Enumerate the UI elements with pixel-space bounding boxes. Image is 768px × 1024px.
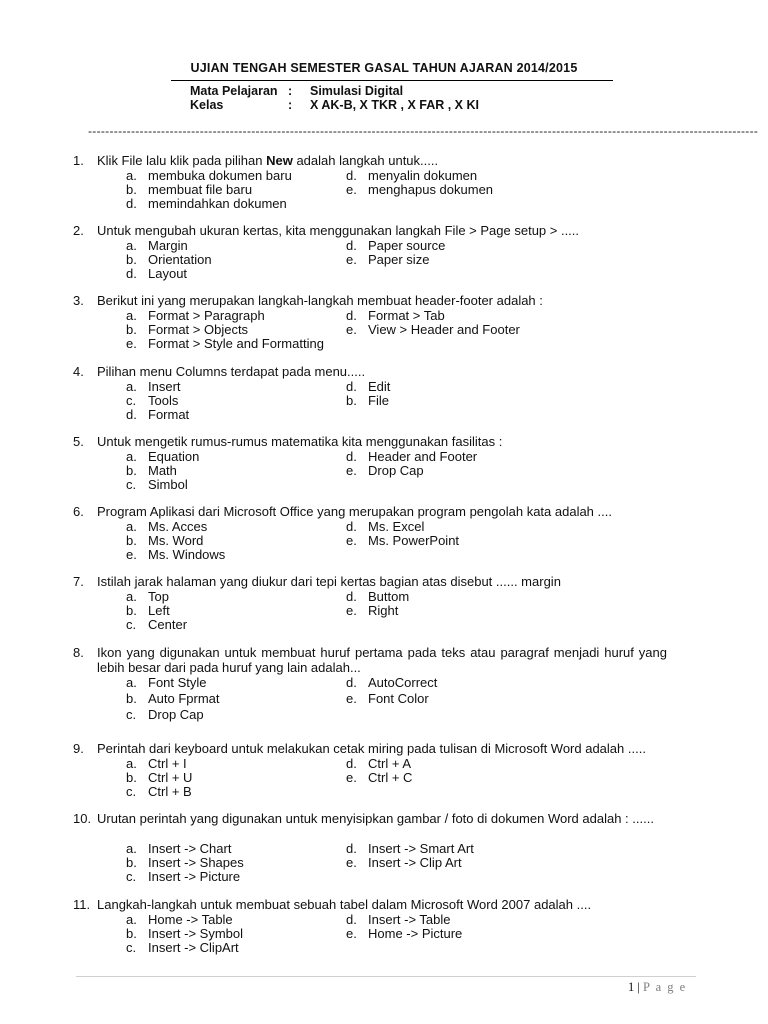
option-letter: e. (346, 322, 357, 337)
option-text: Format > Paragraph (148, 308, 265, 323)
subject-colon: : (288, 84, 293, 98)
option-text: Font Color (368, 691, 429, 706)
option-text: Ms. PowerPoint (368, 533, 460, 548)
option-letter: a. (126, 449, 137, 464)
class-value: X AK-B, X TKR , X FAR , X KI (310, 98, 479, 112)
question-number: 2. (73, 223, 84, 238)
question-text: Berikut ini yang merupakan langkah-langkah membuat header-footer adalah : (97, 293, 543, 308)
option-text: Format > Tab (368, 308, 445, 323)
option-letter: e. (346, 926, 357, 941)
question-text: Ikon yang digunakan untuk membuat huruf pertama pada teks atau paragraf menjadi huruf yang lebih besar dari pada huruf yang lain adalah... (97, 645, 667, 675)
option-text: Auto Fprmat (148, 691, 220, 706)
option-letter: e. (346, 252, 357, 267)
option-letter: a. (126, 519, 137, 534)
option-text: Margin (148, 238, 188, 253)
option-text: Layout (148, 266, 188, 281)
option-text: menghapus dokumen (368, 182, 494, 197)
option-letter: b. (126, 855, 137, 870)
option-text: Paper source (368, 238, 446, 253)
question-number: 3. (73, 293, 84, 308)
option-text: Drop Cap (368, 463, 424, 478)
option-text: Format > Style and Formatting (148, 336, 324, 351)
question-text-part: Klik File lalu klik pada pilihan (97, 153, 267, 168)
footer-rule (76, 976, 696, 977)
option-text: View > Header and Footer (368, 322, 520, 337)
option-text: Ctrl + B (148, 784, 192, 799)
option-letter: c. (126, 477, 137, 492)
option-text: Format (148, 407, 190, 422)
question-number: 7. (73, 574, 84, 589)
question-text: Langkah-langkah untuk membuat sebuah tabel dalam Microsoft Word 2007 adalah .... (97, 897, 592, 912)
option-letter: d. (126, 196, 137, 211)
option-letter: d. (346, 238, 357, 253)
option-letter: b. (126, 603, 137, 618)
option-letter: c. (126, 617, 137, 632)
option-text: menyalin dokumen (368, 168, 478, 183)
question-text: Urutan perintah yang digunakan untuk menyisipkan gambar / foto di dokumen Word adalah : ...... (97, 811, 654, 826)
subject-value: Simulasi Digital (310, 84, 404, 98)
option-text: Font Style (148, 675, 207, 690)
page-label: P a g e (643, 980, 687, 994)
question-number: 6. (73, 504, 84, 519)
option-letter: a. (126, 756, 137, 771)
option-text: Ctrl + I (148, 756, 187, 771)
option-letter: e. (346, 463, 357, 478)
page-footer (628, 980, 687, 995)
option-letter: e. (346, 533, 357, 548)
question-number: 8. (73, 645, 84, 660)
option-text: memindahkan dokumen (148, 196, 287, 211)
option-text: Orientation (148, 252, 212, 267)
option-letter: a. (126, 912, 137, 927)
option-text: Insert -> Picture (148, 869, 241, 884)
question-number: 5. (73, 434, 84, 449)
option-text: Insert -> Symbol (148, 926, 244, 941)
option-letter: e. (346, 855, 357, 870)
title-underline (171, 80, 613, 81)
option-text: Simbol (148, 477, 188, 492)
option-letter: d. (346, 449, 357, 464)
option-letter: e. (126, 336, 137, 351)
option-letter: a. (126, 589, 137, 604)
option-letter: c. (126, 869, 137, 884)
question-keyword: New (266, 153, 293, 168)
option-letter: d. (346, 841, 357, 856)
option-text: Insert -> Smart Art (368, 841, 474, 856)
option-letter: e. (126, 547, 137, 562)
option-letter: a. (126, 308, 137, 323)
option-letter: d. (346, 519, 357, 534)
option-text: AutoCorrect (368, 675, 438, 690)
exam-title: UJIAN TENGAH SEMESTER GASAL TAHUN AJARAN 2014/2015 (190, 61, 578, 75)
option-text: Insert -> ClipArt (148, 940, 239, 955)
option-text: Tools (148, 393, 179, 408)
question-number: 9. (73, 741, 84, 756)
option-letter: a. (126, 379, 137, 394)
option-letter: b. (126, 322, 137, 337)
option-text: Ctrl + C (368, 770, 413, 785)
option-letter: d. (346, 912, 357, 927)
question-text: Untuk mengubah ukuran kertas, kita menggunakan langkah File > Page setup > ..... (97, 223, 580, 238)
option-letter: b. (126, 182, 137, 197)
option-text: Home -> Picture (368, 926, 463, 941)
option-letter: c. (126, 940, 137, 955)
option-text: membuka dokumen baru (148, 168, 292, 183)
option-letter: d. (346, 379, 357, 394)
class-label: Kelas (190, 98, 224, 112)
question-number: 4. (73, 364, 84, 379)
class-colon: : (288, 98, 293, 112)
option-letter: b. (126, 770, 137, 785)
option-letter: d. (126, 407, 137, 422)
option-text: Buttom (368, 589, 410, 604)
option-letter: c. (126, 393, 137, 408)
option-letter: b. (126, 533, 137, 548)
option-text: Right (368, 603, 399, 618)
option-text: Format > Objects (148, 322, 249, 337)
dashed-divider: ------------------------------------------------------------------------------------------------------------------------------------------------------------ (88, 124, 759, 138)
option-letter: a. (126, 675, 137, 690)
option-letter: c. (126, 707, 137, 722)
subject-label: Mata Pelajaran (190, 84, 278, 98)
page-number: 1 (628, 980, 635, 994)
option-letter: b. (126, 926, 137, 941)
option-text: Ms. Windows (148, 547, 226, 562)
option-text: Ms. Excel (368, 519, 425, 534)
option-text: Header and Footer (368, 449, 478, 464)
question-text: Perintah dari keyboard untuk melakukan cetak miring pada tulisan di Microsoft Word adalah ..... (97, 741, 646, 756)
option-text: Left (148, 603, 170, 618)
option-text: Center (148, 617, 188, 632)
option-letter: a. (126, 168, 137, 183)
option-letter: b. (126, 463, 137, 478)
question-text: Untuk mengetik rumus-rumus matematika kita menggunakan fasilitas : (97, 434, 503, 449)
option-text: Ctrl + A (368, 756, 411, 771)
option-letter: d. (346, 756, 357, 771)
option-text: Home -> Table (148, 912, 233, 927)
option-text: Paper size (368, 252, 430, 267)
option-text: Drop Cap (148, 707, 204, 722)
option-text: Ms. Word (148, 533, 204, 548)
option-letter: e. (346, 691, 357, 706)
question-number: 11. (73, 897, 91, 912)
option-text: membuat file baru (148, 182, 253, 197)
option-text: Ms. Acces (148, 519, 208, 534)
question-number: 10. (73, 811, 92, 826)
option-text: Insert -> Shapes (148, 855, 244, 870)
question-text (97, 153, 667, 168)
option-letter: b. (126, 252, 137, 267)
question-text: Program Aplikasi dari Microsoft Office yang merupakan program pengolah kata adalah .... (97, 504, 612, 519)
option-text: Insert -> Chart (148, 841, 232, 856)
option-letter: e. (346, 770, 357, 785)
option-letter: c. (126, 784, 137, 799)
question-text-part: adalah langkah untuk..... (292, 153, 439, 168)
option-letter: e. (346, 182, 357, 197)
option-letter: d. (346, 675, 357, 690)
option-text: Edit (368, 379, 391, 394)
option-letter: a. (126, 238, 137, 253)
option-text: Ctrl + U (148, 770, 193, 785)
option-text: Insert -> Table (368, 912, 451, 927)
question-number: 1. (73, 153, 84, 168)
option-text: Insert -> Clip Art (368, 855, 462, 870)
option-text: Insert (148, 379, 181, 394)
option-letter: d. (346, 168, 357, 183)
question-text: Istilah jarak halaman yang diukur dari tepi kertas bagian atas disebut ...... margin (97, 574, 561, 589)
option-text: Top (148, 589, 169, 604)
option-letter: e. (346, 603, 357, 618)
option-text: File (368, 393, 389, 408)
page-separator: | (637, 980, 640, 994)
option-letter: b. (126, 691, 137, 706)
option-letter: d. (346, 308, 357, 323)
option-letter: d. (346, 589, 357, 604)
option-text: Equation (148, 449, 200, 464)
option-letter: d. (126, 266, 137, 281)
question-text: Pilihan menu Columns terdapat pada menu..... (97, 364, 366, 379)
option-letter: b. (346, 393, 357, 408)
option-text: Math (148, 463, 177, 478)
option-letter: a. (126, 841, 137, 856)
